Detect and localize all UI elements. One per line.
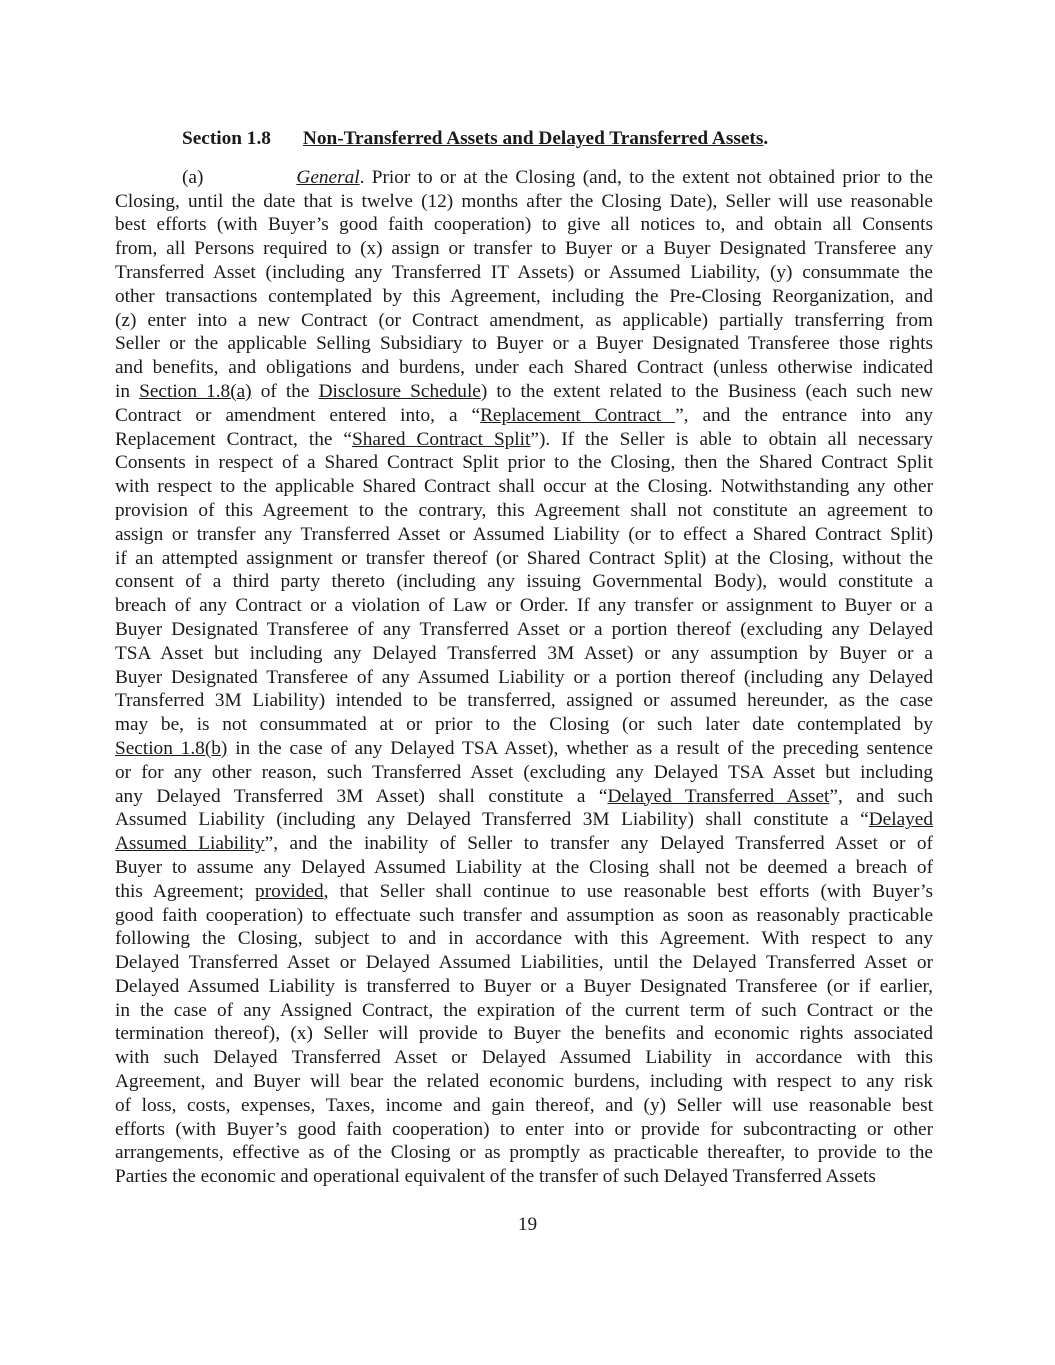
text-run: this Agreement; [115, 880, 256, 902]
text-run: General [296, 166, 360, 188]
text-line [115, 1022, 933, 1046]
document-content [115, 127, 933, 1189]
text-run: ) to the extent related to the Business (each such new [480, 380, 933, 402]
text-run: provided [255, 880, 324, 902]
text-run: ”). If the Seller is able to obtain all necessary [530, 428, 933, 450]
section-title: Non-Transferred Assets and Delayed Transferred Assets [302, 128, 764, 149]
text-run: good faith cooperation) to effectuate such transfer and assumption as soon as reasonably practicable [115, 904, 933, 926]
text-line [115, 904, 933, 928]
text-run: Delayed Assumed Liability is transferred to Buyer or a Buyer Designated Transferee (or if earlier, [115, 975, 933, 997]
text-line [115, 213, 933, 237]
text-run: following the Closing, subject to and in accordance with this Agreement. With respect to any [115, 928, 933, 950]
text-run: if an attempted assignment or transfer thereof (or Shared Contract Split) at the Closing, without the [115, 547, 933, 569]
text-run: any Delayed Transferred 3M Asset) shall constitute a “ [115, 785, 608, 807]
text-run: breach of any Contract or a violation of Law or Order. If any transfer or assignment to Buyer or a [115, 595, 933, 617]
text-run: or for any other reason, such Transferred Asset (excluding any Delayed TSA Asset but including [115, 761, 933, 783]
text-run: termination thereof), (x) Seller will provide to Buyer the benefits and economic rights associated [115, 1023, 933, 1045]
text-run: of the [251, 380, 319, 402]
text-run: Buyer Designated Transferee of any Assumed Liability or a portion thereof (including any Delayed [115, 666, 933, 688]
text-run: . Prior to or at the Closing (and, to the extent not obtained prior to the [359, 166, 933, 188]
text-line [115, 785, 933, 809]
text-line [115, 1070, 933, 1094]
text-line [115, 428, 933, 452]
text-line [115, 666, 933, 690]
text-run: other transactions contemplated by this Agreement, including the Pre-Closing Reorganization, and [115, 285, 933, 307]
text-line [115, 927, 933, 951]
text-line [115, 332, 933, 356]
text-run: Buyer to assume any Delayed Assumed Liability at the Closing shall not be deemed a breach of [115, 856, 933, 878]
text-run: Assumed Liability [115, 833, 265, 855]
text-run: Replacement Contract [480, 404, 676, 426]
text-line [115, 618, 933, 642]
section-title-period: . [763, 128, 769, 149]
text-run: Transferred 3M Liability) intended to be transferred, assigned or assumed hereunder, as the case [115, 690, 933, 712]
text-line [115, 309, 933, 333]
text-line [115, 523, 933, 547]
text-line [115, 166, 933, 190]
text-line [115, 951, 933, 975]
text-line [115, 190, 933, 214]
text-line [115, 261, 933, 285]
section-number: Section 1.8 [182, 128, 271, 149]
section-heading [115, 127, 933, 151]
text-line [115, 999, 933, 1023]
text-run: (z) enter into a new Contract (or Contract amendment, as applicable) partially transferring from [115, 309, 933, 331]
text-line [115, 761, 933, 785]
text-line [115, 570, 933, 594]
text-run: assign or transfer any Transferred Asset or Assumed Liability (or to effect a Shared Contract Split) [115, 523, 933, 545]
text-run: Delayed Transferred Asset or Delayed Assumed Liabilities, until the Delayed Transferred Asset or [115, 952, 933, 974]
text-run: in [115, 380, 140, 402]
text-run: Consents in respect of a Shared Contract Split prior to the Closing, then the Shared Contract Split [115, 452, 933, 474]
text-run: from, all Persons required to (x) assign or transfer to Buyer or a Buyer Designated Transferee any [115, 238, 933, 260]
text-line [115, 451, 933, 475]
text-run: provision of this Agreement to the contrary, this Agreement shall not constitute an agreement to [115, 499, 933, 521]
text-run: and benefits, and obligations and burdens, under each Shared Contract (unless otherwise indicated [115, 357, 933, 379]
text-line [115, 1094, 933, 1118]
text-line [115, 808, 933, 832]
text-run: Shared Contract Split [352, 428, 531, 450]
text-line [115, 642, 933, 666]
text-line [115, 380, 933, 404]
text-run: Parties the economic and operational equivalent of the transfer of such Delayed Transferred Assets [115, 1166, 876, 1188]
text-run: Assumed Liability (including any Delayed Transferred 3M Liability) shall constitute a “ [115, 809, 869, 831]
text-run: ”, and such [829, 785, 933, 807]
text-line [115, 356, 933, 380]
text-line [115, 975, 933, 999]
text-run: ”, and the inability of Seller to transfer any Delayed Transferred Asset or of [264, 833, 933, 855]
text-line [115, 1046, 933, 1070]
text-run: efforts (with Buyer’s good faith cooperation) to enter into or provide for subcontracting or other [115, 1118, 933, 1140]
text-run: Seller or the applicable Selling Subsidiary to Buyer or a Buyer Designated Transferee those rights [115, 333, 933, 355]
page-number: 19 [517, 1214, 538, 1235]
text-run: Transferred Asset (including any Transferred IT Assets) or Assumed Liability, (y) consummate the [115, 261, 933, 283]
text-line [115, 832, 933, 856]
text-run: Delayed [868, 809, 933, 831]
text-run: in the case of any Delayed TSA Asset), whether as a result of the preceding sentence [227, 737, 933, 759]
text-run: may be, is not consummated at or prior to the Closing (or such later date contemplated by [115, 714, 933, 736]
text-line [115, 499, 933, 523]
text-run: consent of a third party thereto (including any issuing Governmental Body), would constitute a [115, 571, 933, 593]
text-run: of loss, costs, expenses, Taxes, income and gain thereof, and (y) Seller will use reasonable best [115, 1094, 933, 1116]
text-line [115, 1141, 933, 1165]
text-line [115, 237, 933, 261]
text-run: best efforts (with Buyer’s good faith cooperation) to give all notices to, and obtain all Consents [115, 214, 933, 236]
text-line [115, 594, 933, 618]
text-line [115, 713, 933, 737]
text-line [115, 404, 933, 428]
text-line [115, 1165, 933, 1189]
text-run: ”, and the entrance into any [675, 404, 933, 426]
text-line [115, 1118, 933, 1142]
text-run: Section 1.8(b) [115, 737, 228, 759]
text-run: , that Seller shall continue to use reasonable best efforts (with Buyer’s [323, 880, 933, 902]
text-line [115, 547, 933, 571]
text-run: Closing, until the date that is twelve (12) months after the Closing Date), Seller will use reasonable [115, 190, 933, 212]
text-run: with respect to the applicable Shared Contract shall occur at the Closing. Notwithstanding any other [115, 476, 933, 498]
text-line [115, 475, 933, 499]
text-line [115, 285, 933, 309]
text-run: (a) [182, 166, 204, 188]
text-run: Disclosure Schedule [318, 380, 481, 402]
text-run: in the case of any Assigned Contract, the expiration of the current term of such Contract or the [115, 999, 933, 1021]
text-line [115, 689, 933, 713]
text-line [115, 856, 933, 880]
text-run: Agreement, and Buyer will bear the related economic burdens, including with respect to any risk [115, 1071, 933, 1093]
text-line [115, 737, 933, 761]
text-run: Buyer Designated Transferee of any Transferred Asset or a portion thereof (excluding any Delayed [115, 618, 933, 640]
text-run: Replacement Contract, the “ [115, 428, 352, 450]
paragraph-a [115, 166, 933, 1189]
text-run: Contract or amendment entered into, a “ [115, 404, 481, 426]
text-run: Delayed Transferred Asset [607, 785, 830, 807]
text-run: arrangements, effective as of the Closing or as promptly as practicable thereafter, to provide to the [115, 1142, 933, 1164]
text-run: with such Delayed Transferred Asset or Delayed Assumed Liability in accordance with this [115, 1047, 933, 1069]
text-line [115, 880, 933, 904]
text-run: TSA Asset but including any Delayed Transferred 3M Asset) or any assumption by Buyer or a [115, 642, 933, 664]
text-run: Section 1.8(a) [139, 380, 252, 402]
